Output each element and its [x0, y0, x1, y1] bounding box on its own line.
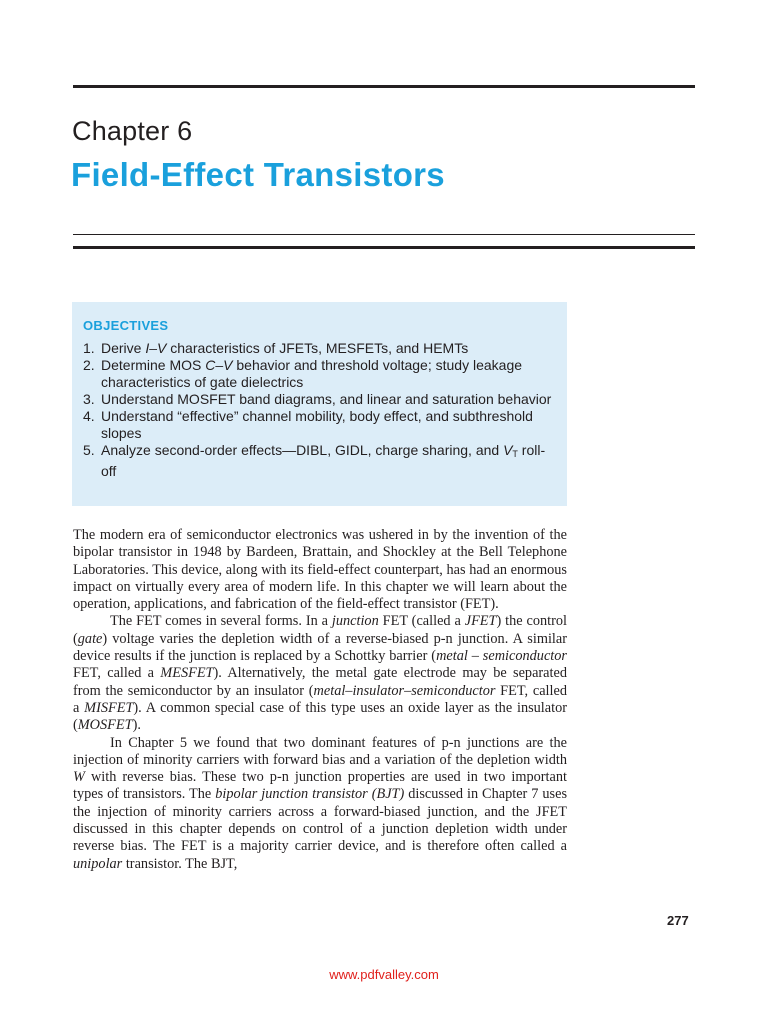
- objective-item: [83, 442, 555, 480]
- italic-term: C–V: [205, 357, 233, 373]
- body-paragraph: In Chapter 5 we found that two dominant features of p-n junctions are the injection of minority carriers with forward bias and a variation of the depletion width W with reverse bias. These two p-n junction properties are used in two important types of transistors. The bipolar junction transistor (BJT) discussed in Chapter 7 uses the injection of minority carriers across a forward-biased junction, and the JFET discussed in this chapter depends on control of a junction depletion width under reverse bias. The FET is a majority carrier device, and is therefore often called a unipolar transistor. The BJT,: [73, 734, 568, 872]
- italic-term: metal – semiconductor: [436, 648, 567, 665]
- objective-text: Analyze second-order effects—DIBL, GIDL, charge sharing, and $V_T$ roll-off: [101, 442, 546, 479]
- objective-item: [83, 357, 555, 391]
- objective-number: 3.: [83, 391, 95, 407]
- italic-term: bipolar junction transistor (BJT): [215, 786, 405, 803]
- objective-number: 1.: [83, 340, 95, 356]
- italic-term: unipolar: [73, 855, 123, 872]
- body-paragraph: The FET comes in several forms. In a junction FET (called a JFET) the control (gate) voltage varies the depletion width of a reverse-biased p-n junction. A similar device results if the junction is replaced by a Schottky barrier (metal – semiconductor FET, called a MESFET). Alternatively, the metal gate electrode may be separated from the semiconductor by an insulator (metal–insulator–semiconductor FET, called a MISFET). A common special case of this type uses an oxide layer as the insulator (MOSFET).: [73, 613, 567, 734]
- objectives-box: [72, 302, 567, 506]
- italic-term: W: [73, 769, 85, 786]
- title-rule-thick: [73, 246, 695, 249]
- italic-term: MESFET: [160, 665, 214, 682]
- italic-term: JFET: [464, 613, 497, 630]
- italic-term: metal–insulator–semiconductor: [313, 682, 496, 699]
- title-rule-thin: [73, 234, 695, 235]
- body-text: [73, 527, 567, 873]
- body-paragraph: The modern era of semiconductor electronics was ushered in by the invention of the bipolar transistor in 1948 by Bardeen, Brattain, and Shockley at the Bell Telephone Laboratories. This device, along with its field-effect counterpart, has had an enormous impact on virtually every area of modern life. In this chapter we will learn about the operation, applications, and fabrication of the field-effect transistor (FET).: [73, 527, 567, 613]
- objective-number: 4.: [83, 408, 95, 424]
- italic-term: MOSFET: [77, 717, 133, 734]
- objective-number: 2.: [83, 357, 95, 373]
- objective-text: Determine MOS C–V behavior and threshold voltage; study leakage characteristics of gate dielectrics: [101, 357, 523, 390]
- objective-number: 5.: [83, 442, 95, 458]
- italic-term: V: [503, 442, 513, 458]
- watermark-link[interactable]: www.pdfvalley.com: [329, 967, 439, 982]
- objective-text: Derive I–V characteristics of JFETs, MESFETs, and HEMTs: [101, 340, 469, 356]
- page-number: 277: [667, 913, 689, 928]
- objective-text: Understand “effective” channel mobility, body effect, and subthreshold slopes: [101, 408, 533, 441]
- objective-text: Understand MOSFET band diagrams, and linear and saturation behavior: [101, 391, 552, 407]
- chapter-title: Field-Effect Transistors: [71, 156, 445, 193]
- objectives-heading: OBJECTIVES: [83, 318, 169, 333]
- italic-term: gate: [77, 630, 103, 647]
- italic-term: I–V: [145, 340, 167, 356]
- objective-item: [83, 391, 555, 408]
- objective-item: [83, 408, 555, 442]
- objectives-list: [83, 340, 555, 480]
- top-rule: [73, 85, 695, 88]
- italic-term: MISFET: [84, 699, 134, 716]
- chapter-label: Chapter 6: [72, 116, 193, 146]
- italic-term: junction: [331, 613, 379, 630]
- objective-item: [83, 340, 555, 357]
- subscript: T: [512, 449, 518, 459]
